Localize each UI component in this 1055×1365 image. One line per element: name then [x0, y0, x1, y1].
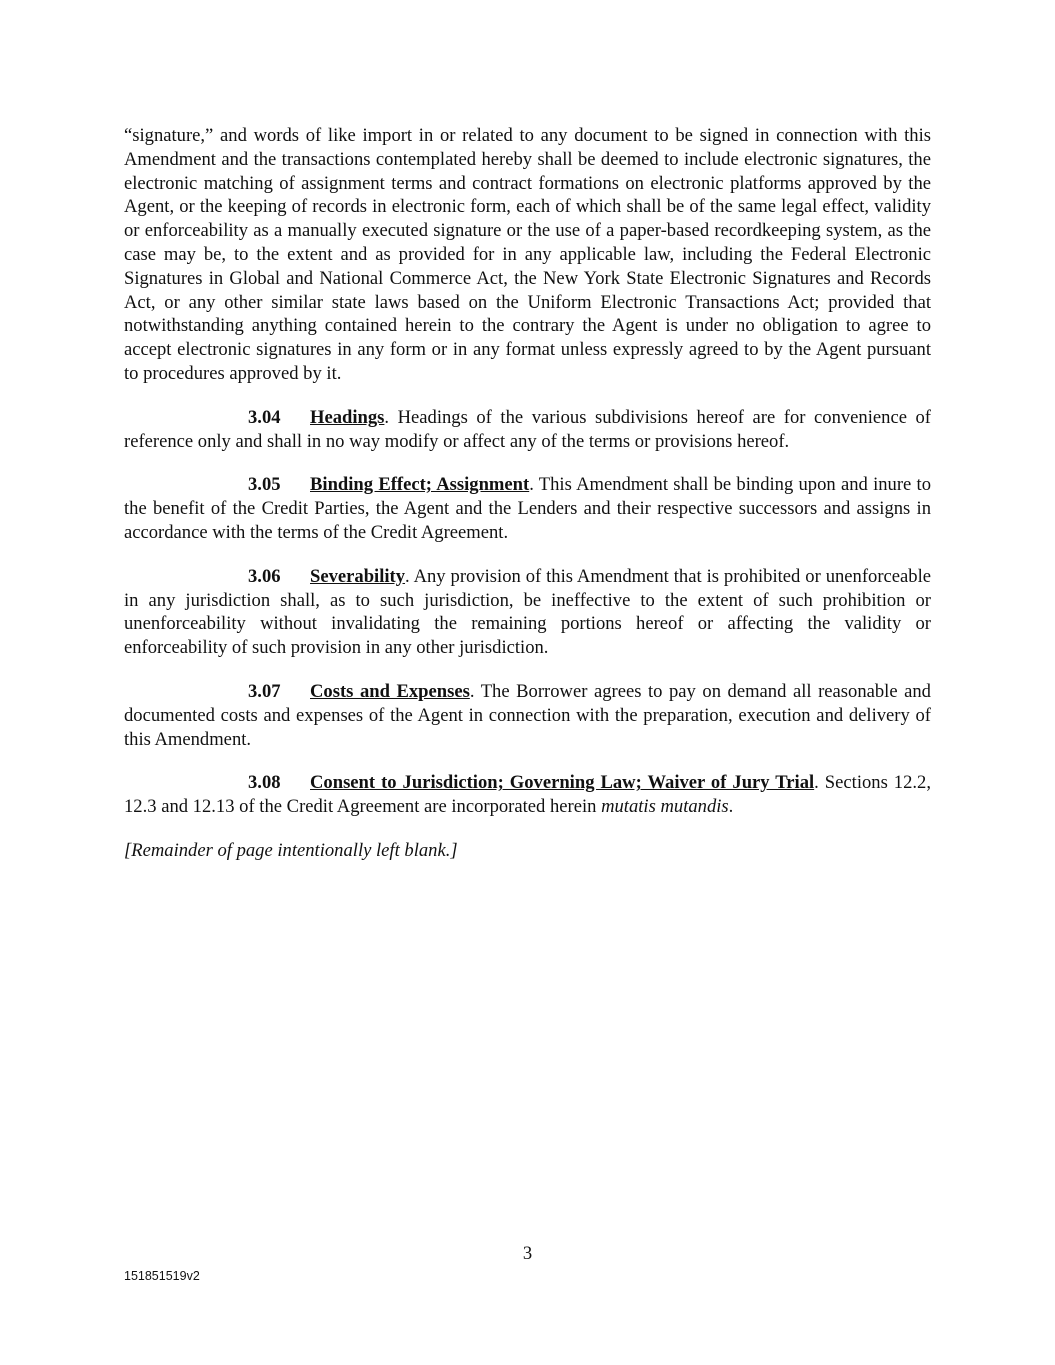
section-body: . Sections 12.2, 12.3 and 12.13 of the Credit Agreement are incorporated herein [124, 772, 931, 818]
page-number: 3 [522, 1243, 533, 1264]
section-body-italic: mutatis mutandis [601, 796, 729, 818]
section-title: Headings [310, 406, 385, 428]
section-title: Binding Effect; Assignment [310, 474, 530, 496]
document-page [124, 124, 931, 883]
section-3-06 [124, 565, 931, 660]
section-3-08 [124, 771, 931, 819]
section-body: . Any provision of this Amendment that is prohibited or unenforceable in any jurisdiction shall, as to such jurisdiction, be ineffective to the extent of such prohibition or unenforceability without invalidating the remaining portions hereof or affecting the validity or enforceability of such provision in any other jurisdiction. [124, 565, 931, 659]
section-body: . The Borrower agrees to pay on demand all reasonable and documented costs and expenses of the Agent in connection with the preparation, execution and delivery of this Amendment. [124, 680, 931, 750]
remainder-note: [Remainder of page intentionally left blank.] [124, 839, 458, 861]
section-title: Severability [310, 565, 406, 587]
section-number: 3.08 [248, 772, 281, 794]
section-number: 3.04 [248, 406, 281, 428]
section-3-07 [124, 680, 931, 751]
section-body-end: . [728, 796, 734, 818]
section-number: 3.07 [248, 680, 281, 702]
section-number: 3.05 [248, 474, 281, 496]
section-title: Costs and Expenses [310, 680, 470, 702]
section-number: 3.06 [248, 565, 281, 587]
section-title: Consent to Jurisdiction; Governing Law; Waiver of Jury Trial [310, 772, 815, 794]
section-3-04 [124, 406, 931, 454]
section-body: . This Amendment shall be binding upon and inure to the benefit of the Credit Parties, the Agent and the Lenders and their respective successors and assigns in accordance with the terms of the Credit Agreement. [124, 474, 931, 543]
section-3-05 [124, 473, 931, 544]
document-id: 151851519v2 [124, 1269, 200, 1283]
section-body: . Headings of the various subdivisions hereof are for convenience of reference only and shall in no way modify or affect any of the terms or provisions hereof. [124, 406, 931, 452]
opening-paragraph: “signature,” and words of like import in or related to any document to be signed in connection with this Amendment and the transactions contemplated hereby shall be deemed to include electronic signatures, the electronic matching of assignment terms and contract formations on electronic platforms approved by the Agent, or the keeping of records in electronic form, each of which shall be of the same legal effect, validity or enforceability as a manually executed signature or the use of a paper-based recordkeeping system, as the case may be, to the extent and as provided for in any applicable law, including the Federal Electronic Signatures in Global and National Commerce Act, the New York State Electronic Signatures and Records Act, or any other similar state laws based on the Uniform Electronic Transactions Act; provided that notwithstanding anything contained herein to the contrary the Agent is under no obligation to agree to accept electronic signatures in any form or in any format unless expressly agreed to by the Agent pursuant to procedures approved by it. [124, 125, 931, 384]
